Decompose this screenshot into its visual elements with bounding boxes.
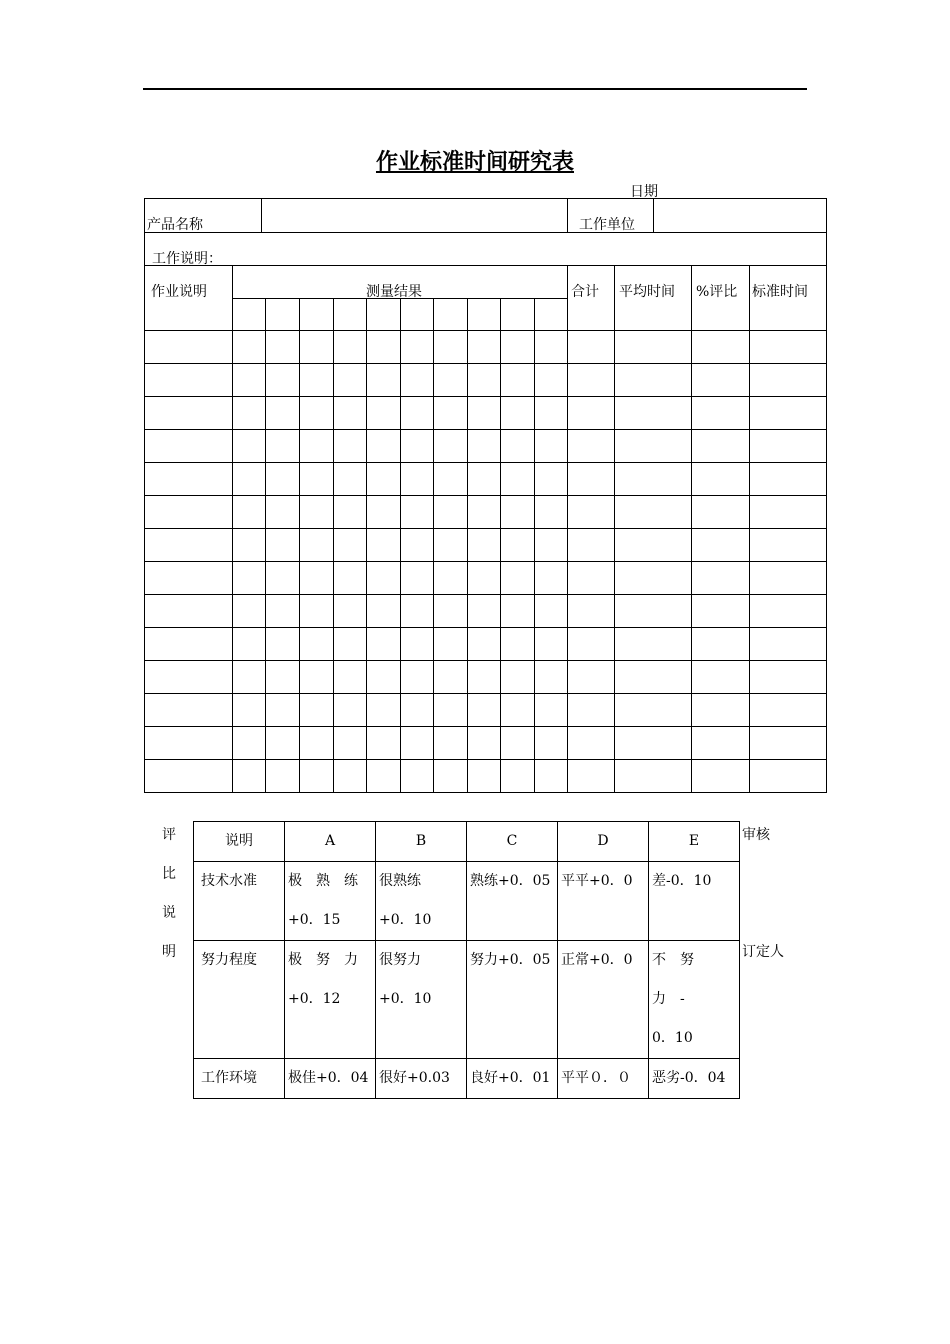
grid-cell (434, 628, 468, 661)
grid-cell (568, 694, 615, 727)
grid-cell (300, 694, 334, 727)
grid-cell (692, 364, 750, 397)
grid-cell (434, 364, 468, 397)
rating-cell: 很好+0.03 (376, 1059, 467, 1099)
grid-cell (334, 694, 367, 727)
grid-row (145, 331, 827, 364)
grid-cell (300, 364, 334, 397)
grid-cell (615, 694, 692, 727)
grid-cell (750, 331, 827, 364)
grid-cell (266, 727, 300, 760)
grid-cell (266, 430, 300, 463)
grid-cell (367, 661, 401, 694)
grid-cell (615, 595, 692, 628)
grid-cell (401, 529, 434, 562)
grid-cell (568, 364, 615, 397)
rating-side-label-1: 评 (162, 827, 176, 843)
rating-cell: 正常+0．0 (558, 941, 649, 1059)
grid-cell (334, 628, 367, 661)
grid-cell (692, 397, 750, 430)
grid-row (145, 595, 827, 628)
grid-cell (233, 760, 266, 793)
rating-row-effort (194, 941, 740, 1059)
rating-cell: 差-0．10 (649, 862, 740, 941)
grid-cell (692, 496, 750, 529)
grid-cell (535, 661, 568, 694)
grid-cell (300, 496, 334, 529)
grid-cell (568, 661, 615, 694)
grid-cell (615, 331, 692, 364)
grid-cell (300, 661, 334, 694)
grid-row (145, 562, 827, 595)
grid-cell (692, 628, 750, 661)
top-rule (143, 88, 807, 90)
date-label: 日期 (630, 184, 658, 200)
grid-cell (750, 727, 827, 760)
grid-cell (266, 760, 300, 793)
grid-cell (145, 628, 233, 661)
grid-cell (145, 562, 233, 595)
grid-cell (266, 628, 300, 661)
grid-cell (468, 331, 501, 364)
grid-cell (615, 397, 692, 430)
grid-cell (535, 430, 568, 463)
rating-header-row (194, 822, 740, 862)
grid-cell (568, 529, 615, 562)
rating-row-label: 工作环境 (194, 1059, 285, 1099)
grid-cell (233, 430, 266, 463)
rating-cell: 很努力 +0．10 (376, 941, 467, 1059)
grid-cell (300, 397, 334, 430)
grid-cell (334, 529, 367, 562)
grid-cell (468, 562, 501, 595)
rating-cell: 不 努 力 - 0．10 (649, 941, 740, 1059)
grid-row (145, 628, 827, 661)
grid-cell (501, 760, 535, 793)
grid-cell (401, 397, 434, 430)
grid-cell (334, 496, 367, 529)
grid-cell (535, 727, 568, 760)
grid-cell (434, 760, 468, 793)
grid-cell (233, 364, 266, 397)
grid-cell (334, 364, 367, 397)
grid-cell (750, 760, 827, 793)
rating-cell: 很熟练 +0．10 (376, 862, 467, 941)
grid-cell (367, 760, 401, 793)
grid-cell (692, 562, 750, 595)
grid-cell (233, 694, 266, 727)
grid-cell (468, 595, 501, 628)
grid-cell (401, 562, 434, 595)
rating-row-label: 努力程度 (194, 941, 285, 1059)
grid-cell (568, 628, 615, 661)
grid-cell (300, 760, 334, 793)
grid-cell (233, 331, 266, 364)
grid-cell (501, 727, 535, 760)
work-desc-label: 工作说明： (152, 251, 222, 267)
grid-cell (401, 628, 434, 661)
grid-cell (568, 760, 615, 793)
grid-cell (535, 529, 568, 562)
grid-cell (367, 727, 401, 760)
grid-cell (468, 430, 501, 463)
grid-row (145, 661, 827, 694)
grid-cell (233, 496, 266, 529)
grid-cell (750, 529, 827, 562)
grid-cell (615, 463, 692, 496)
grid-row (145, 397, 827, 430)
grid-cell (233, 562, 266, 595)
rating-cell: 平平+0．0 (558, 862, 649, 941)
grid-cell (334, 463, 367, 496)
rating-cell: 平平０．０ (558, 1059, 649, 1099)
setter-label: 订定人 (742, 944, 784, 960)
grid-cell (468, 463, 501, 496)
grid-cell (501, 331, 535, 364)
work-unit-label: 工作单位 (579, 217, 635, 233)
grid-cell (401, 727, 434, 760)
grid-cell (145, 331, 233, 364)
grid-cell (367, 463, 401, 496)
grid-cell (401, 661, 434, 694)
grid-cell (501, 595, 535, 628)
grid-cell (692, 661, 750, 694)
grid-cell (468, 760, 501, 793)
rating-row-environment (194, 1059, 740, 1099)
grid-cell (501, 364, 535, 397)
rating-header: A (285, 822, 376, 862)
grid-cell (145, 430, 233, 463)
grid-cell (434, 331, 468, 364)
grid-cell (692, 331, 750, 364)
rating-cell: 努力+0．05 (467, 941, 558, 1059)
product-name-label: 产品名称 (147, 217, 203, 233)
rating-cell: 极 熟 练 +0．15 (285, 862, 376, 941)
rating-row-label: 技术水准 (194, 862, 285, 941)
grid-cell (692, 595, 750, 628)
grid-cell (568, 496, 615, 529)
grid-cell (501, 694, 535, 727)
rating-header: C (467, 822, 558, 862)
grid-cell (535, 364, 568, 397)
grid-cell (266, 661, 300, 694)
rating-header: E (649, 822, 740, 862)
grid-cell (615, 760, 692, 793)
grid-cell (434, 694, 468, 727)
grid-cell (266, 364, 300, 397)
grid-cell (434, 562, 468, 595)
grid-cell (535, 397, 568, 430)
grid-cell (468, 496, 501, 529)
grid-cell (300, 628, 334, 661)
grid-cell (568, 595, 615, 628)
rating-cell: 熟练+0．05 (467, 862, 558, 941)
col-total: 合计 (571, 284, 599, 300)
grid-cell (266, 496, 300, 529)
grid-row (145, 529, 827, 562)
grid-cell (145, 364, 233, 397)
grid-cell (615, 727, 692, 760)
grid-cell (145, 529, 233, 562)
grid-cell (434, 727, 468, 760)
grid-cell (468, 529, 501, 562)
grid-cell (367, 496, 401, 529)
col-rating: %评比 (696, 284, 738, 300)
grid-cell (750, 595, 827, 628)
grid-cell (535, 496, 568, 529)
measurement-grid (144, 330, 827, 793)
grid-cell (233, 727, 266, 760)
grid-cell (468, 694, 501, 727)
rating-header: B (376, 822, 467, 862)
grid-cell (266, 529, 300, 562)
grid-cell (401, 463, 434, 496)
grid-cell (615, 496, 692, 529)
rating-side-label-3: 说 (162, 905, 176, 921)
rating-cell: 极 努 力 +0．12 (285, 941, 376, 1059)
grid-cell (501, 430, 535, 463)
grid-cell (692, 727, 750, 760)
rating-side-label-4: 明 (162, 944, 176, 960)
grid-cell (367, 694, 401, 727)
grid-cell (233, 595, 266, 628)
grid-cell (401, 694, 434, 727)
grid-cell (692, 529, 750, 562)
grid-row (145, 364, 827, 397)
grid-cell (535, 760, 568, 793)
grid-cell (233, 661, 266, 694)
grid-cell (367, 331, 401, 364)
grid-cell (750, 430, 827, 463)
rating-side-label-2: 比 (162, 866, 176, 882)
grid-cell (501, 463, 535, 496)
grid-cell (568, 562, 615, 595)
grid-cell (401, 430, 434, 463)
grid-row (145, 430, 827, 463)
grid-cell (750, 397, 827, 430)
grid-cell (535, 331, 568, 364)
grid-cell (434, 529, 468, 562)
grid-cell (535, 694, 568, 727)
grid-cell (401, 364, 434, 397)
grid-cell (750, 694, 827, 727)
grid-cell (501, 661, 535, 694)
grid-row (145, 727, 827, 760)
grid-cell (750, 364, 827, 397)
grid-cell (568, 331, 615, 364)
grid-cell (568, 397, 615, 430)
rating-row-skill (194, 862, 740, 941)
grid-cell (750, 562, 827, 595)
grid-cell (692, 760, 750, 793)
grid-cell (401, 595, 434, 628)
grid-cell (434, 661, 468, 694)
grid-cell (300, 331, 334, 364)
grid-cell (300, 463, 334, 496)
grid-cell (367, 364, 401, 397)
grid-cell (434, 463, 468, 496)
grid-cell (145, 694, 233, 727)
grid-cell (233, 463, 266, 496)
grid-cell (501, 397, 535, 430)
grid-cell (468, 628, 501, 661)
grid-cell (334, 760, 367, 793)
grid-cell (750, 463, 827, 496)
grid-cell (434, 397, 468, 430)
grid-cell (266, 463, 300, 496)
col-task-desc: 作业说明 (151, 284, 207, 300)
grid-cell (233, 628, 266, 661)
grid-cell (468, 397, 501, 430)
grid-row (145, 760, 827, 793)
grid-cell (568, 463, 615, 496)
rating-cell: 极佳+0．04 (285, 1059, 376, 1099)
grid-cell (367, 595, 401, 628)
grid-cell (692, 430, 750, 463)
rating-header: 说明 (194, 822, 285, 862)
grid-cell (233, 397, 266, 430)
grid-cell (750, 628, 827, 661)
grid-cell (334, 595, 367, 628)
grid-cell (535, 463, 568, 496)
grid-cell (501, 529, 535, 562)
grid-cell (266, 331, 300, 364)
grid-cell (692, 463, 750, 496)
grid-cell (145, 463, 233, 496)
grid-cell (401, 331, 434, 364)
grid-cell (615, 430, 692, 463)
col-measure: 测量结果 (366, 284, 422, 300)
grid-row (145, 496, 827, 529)
col-std-time: 标准时间 (752, 284, 808, 300)
grid-cell (334, 727, 367, 760)
grid-cell (145, 727, 233, 760)
grid-cell (266, 694, 300, 727)
grid-cell (145, 760, 233, 793)
grid-cell (501, 628, 535, 661)
grid-cell (615, 529, 692, 562)
grid-cell (568, 430, 615, 463)
grid-cell (615, 628, 692, 661)
grid-cell (750, 496, 827, 529)
grid-cell (300, 595, 334, 628)
grid-cell (334, 331, 367, 364)
grid-row (145, 463, 827, 496)
grid-cell (367, 562, 401, 595)
grid-cell (468, 364, 501, 397)
grid-cell (434, 430, 468, 463)
grid-cell (367, 397, 401, 430)
review-label: 审核 (742, 827, 770, 843)
grid-cell (401, 496, 434, 529)
grid-cell (434, 496, 468, 529)
grid-cell (468, 727, 501, 760)
rating-header: D (558, 822, 649, 862)
grid-cell (266, 562, 300, 595)
grid-cell (334, 661, 367, 694)
grid-row (145, 694, 827, 727)
grid-cell (468, 661, 501, 694)
grid-cell (145, 595, 233, 628)
col-avg-time: 平均时间 (619, 284, 675, 300)
grid-cell (501, 562, 535, 595)
grid-cell (568, 727, 615, 760)
grid-cell (535, 595, 568, 628)
grid-cell (367, 529, 401, 562)
grid-cell (300, 430, 334, 463)
grid-cell (367, 430, 401, 463)
grid-cell (615, 562, 692, 595)
grid-cell (535, 562, 568, 595)
grid-cell (535, 628, 568, 661)
grid-cell (615, 661, 692, 694)
grid-cell (266, 595, 300, 628)
rating-cell: 恶劣-0．04 (649, 1059, 740, 1099)
grid-cell (434, 595, 468, 628)
grid-cell (615, 364, 692, 397)
page-title: 作业标准时间研究表 (375, 150, 574, 175)
grid-cell (145, 397, 233, 430)
grid-cell (266, 397, 300, 430)
grid-cell (334, 430, 367, 463)
grid-cell (501, 496, 535, 529)
grid-cell (334, 397, 367, 430)
grid-cell (233, 529, 266, 562)
grid-cell (401, 760, 434, 793)
grid-cell (300, 529, 334, 562)
grid-cell (334, 562, 367, 595)
grid-cell (300, 562, 334, 595)
rating-table (193, 821, 740, 1099)
rating-cell: 良好+0．01 (467, 1059, 558, 1099)
grid-cell (692, 694, 750, 727)
grid-cell (145, 496, 233, 529)
grid-cell (750, 661, 827, 694)
grid-cell (367, 628, 401, 661)
grid-cell (300, 727, 334, 760)
grid-cell (145, 661, 233, 694)
